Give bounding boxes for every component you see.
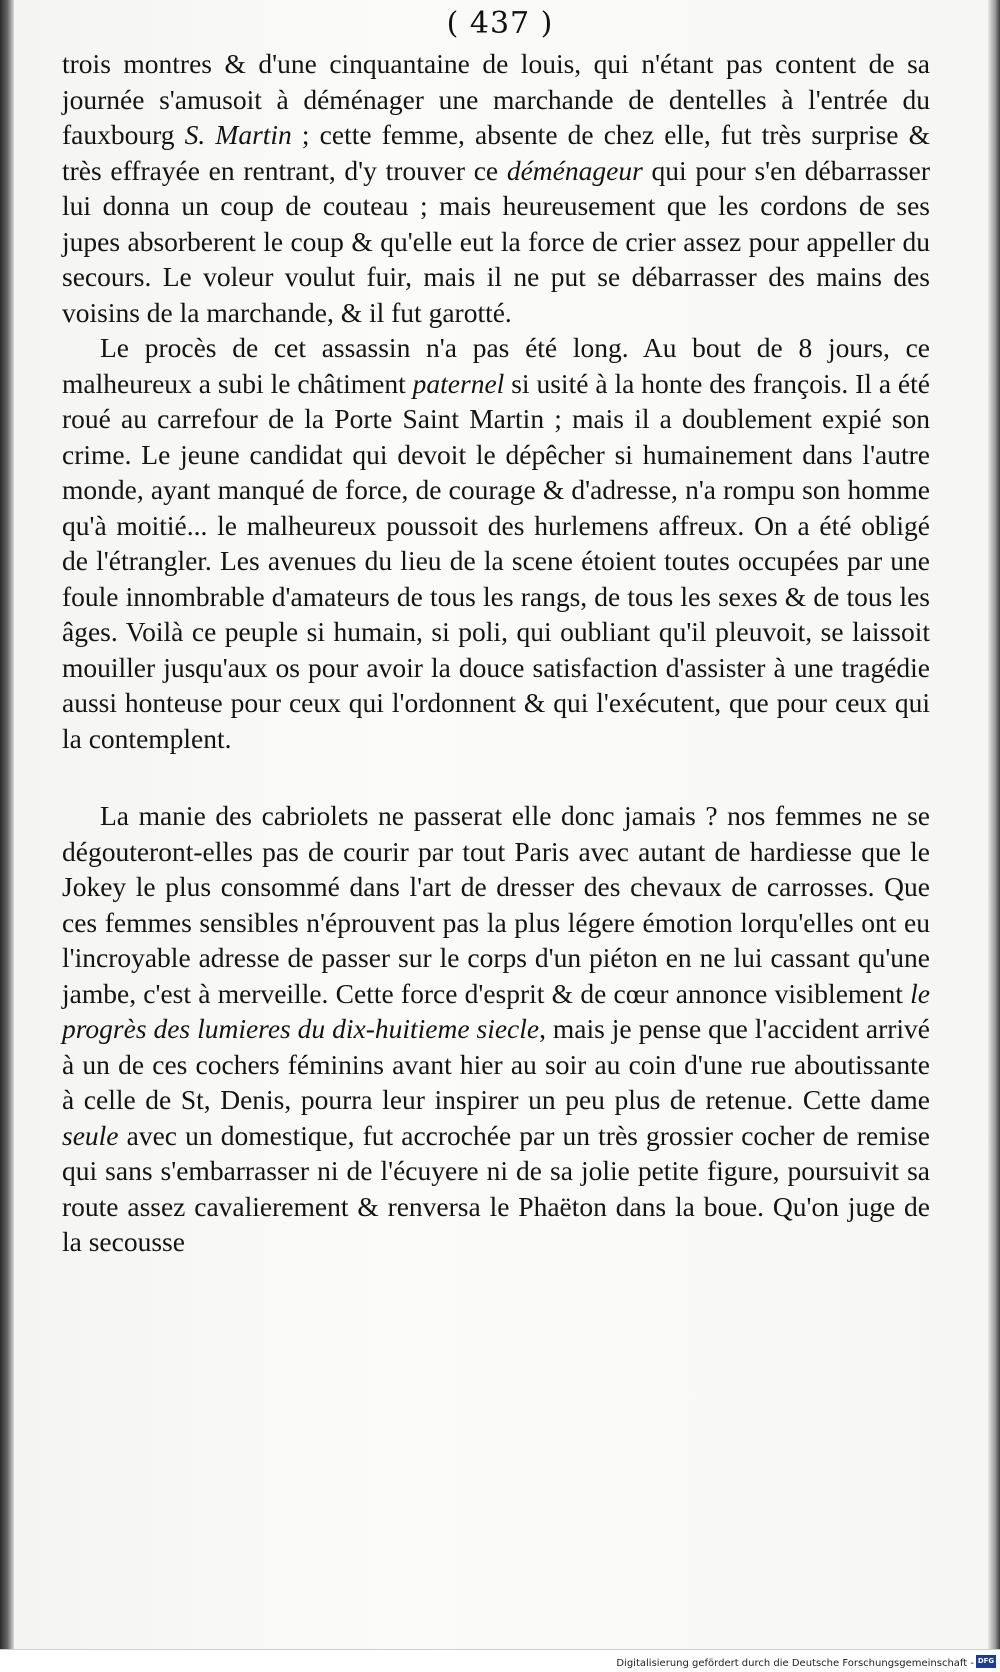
text-segment: trois montres & d'une cinquantaine de louis, qui n'étant pas content de sa journée s'amusoit à déménager une marchande de dentelles à l'entrée du fauxbourg: [62, 48, 930, 150]
paragraph-2: [62, 330, 930, 756]
page-number: ( 437 ): [446, 6, 554, 41]
text-segment: qui pour s'en débarrasser lui donna un coup de couteau ; mais heureusement que les cordons de ses jupes absorberent le coup & qu'elle eut la force de crier assez pour appeller du secours. Le voleur voulut fuir, mais il ne put se débarrasser des mains des voisins de la marchande, & il fut garotté.: [62, 154, 930, 328]
italic-phrase: paternel: [412, 367, 505, 399]
text-segment: ; cette femme, absente de chez elle, fut très surprise & très effrayée en rentrant, d'y trouver ce: [62, 119, 930, 186]
text-segment: Le procès de cet assassin n'a pas été long. Au bout de 8 jours, ce malheureux a subi le châtiment: [62, 332, 930, 399]
text-segment: si usité à la honte des françois. Il a été roué au carrefour de la Porte Saint Martin ; mais il a doublement expié son crime. Le jeune candidat qui devoit le dépêcher si humainement dans l'autre monde, ayant manqué de force, de courage & d'adresse, n'a rompu son homme qu'à moitié... le malheureux poussoit des hurlemens affreux. On a été obligé de l'étrangler. Les avenues du lieu de la scene étoient toutes occupées par une foule innombrable d'amateurs de tous les rangs, de tous les sexes & de tous les âges. Voilà ce peuple si humain, si poli, qui oubliant qu'il pleuvoit, se laissoit mouiller jusqu'aux os pour avoir la douce satisfaction d'assister à une tragédie aussi honteuse pour ceux qui l'ordonnent & qui l'exécutent, que pour ceux qui la contemplent.: [62, 367, 930, 754]
dfg-logo: DFG: [976, 1655, 996, 1668]
italic-phrase: seule: [62, 1119, 119, 1151]
text-segment: , mais je pense que l'accident arrivé à un de ces cochers féminins avant hier au soir au coin d'une rue aboutissante à celle de St, Denis, pourra leur inspirer un peu plus de retenue. Cette dame: [62, 1013, 931, 1115]
text-segment: avec un domestique, fut accrochée par un très grossier cocher de remise qui sans s'embarrasser ni de l'écuyere ni de sa jolie petite figure, poursuivit sa route assez cavalierement & renversa le Phaëton dans la boue. Qu'on juge de la secousse: [62, 1119, 930, 1257]
footer-bar: [0, 1649, 1000, 1672]
page-edge-shadow-right: [988, 0, 1000, 1652]
paragraph-1: [62, 46, 930, 330]
italic-phrase: S. Martin: [184, 119, 292, 150]
italic-phrase: le progrès des lumieres du dix-huitieme siecle: [62, 977, 930, 1044]
page-body-text: [62, 46, 930, 1260]
text-segment: La manie des cabriolets ne passerat elle donc jamais ? nos femmes ne se dégouteront-elles pas de courir par tout Paris avec autant de hardiesse que le Jokey le plus consommé dans l'art de dresser des chevaux de carrosses. Que ces femmes sensibles n'éprouvent pas la plus légere émotion lorqu'elles ont eu l'incroyable adresse de passer sur le corps d'un piéton en ne lui cassant qu'une jambe, c'est à merveille. Cette force d'esprit & de cœur annonce visiblement: [62, 800, 930, 1009]
paragraph-3: [62, 798, 930, 1260]
page-binding-shadow-left: [0, 0, 14, 1652]
funding-credit: Digitalisierung gefördert durch die Deutsche Forschungsgemeinschaft -: [616, 1658, 974, 1669]
italic-phrase: déménageur: [506, 154, 643, 186]
